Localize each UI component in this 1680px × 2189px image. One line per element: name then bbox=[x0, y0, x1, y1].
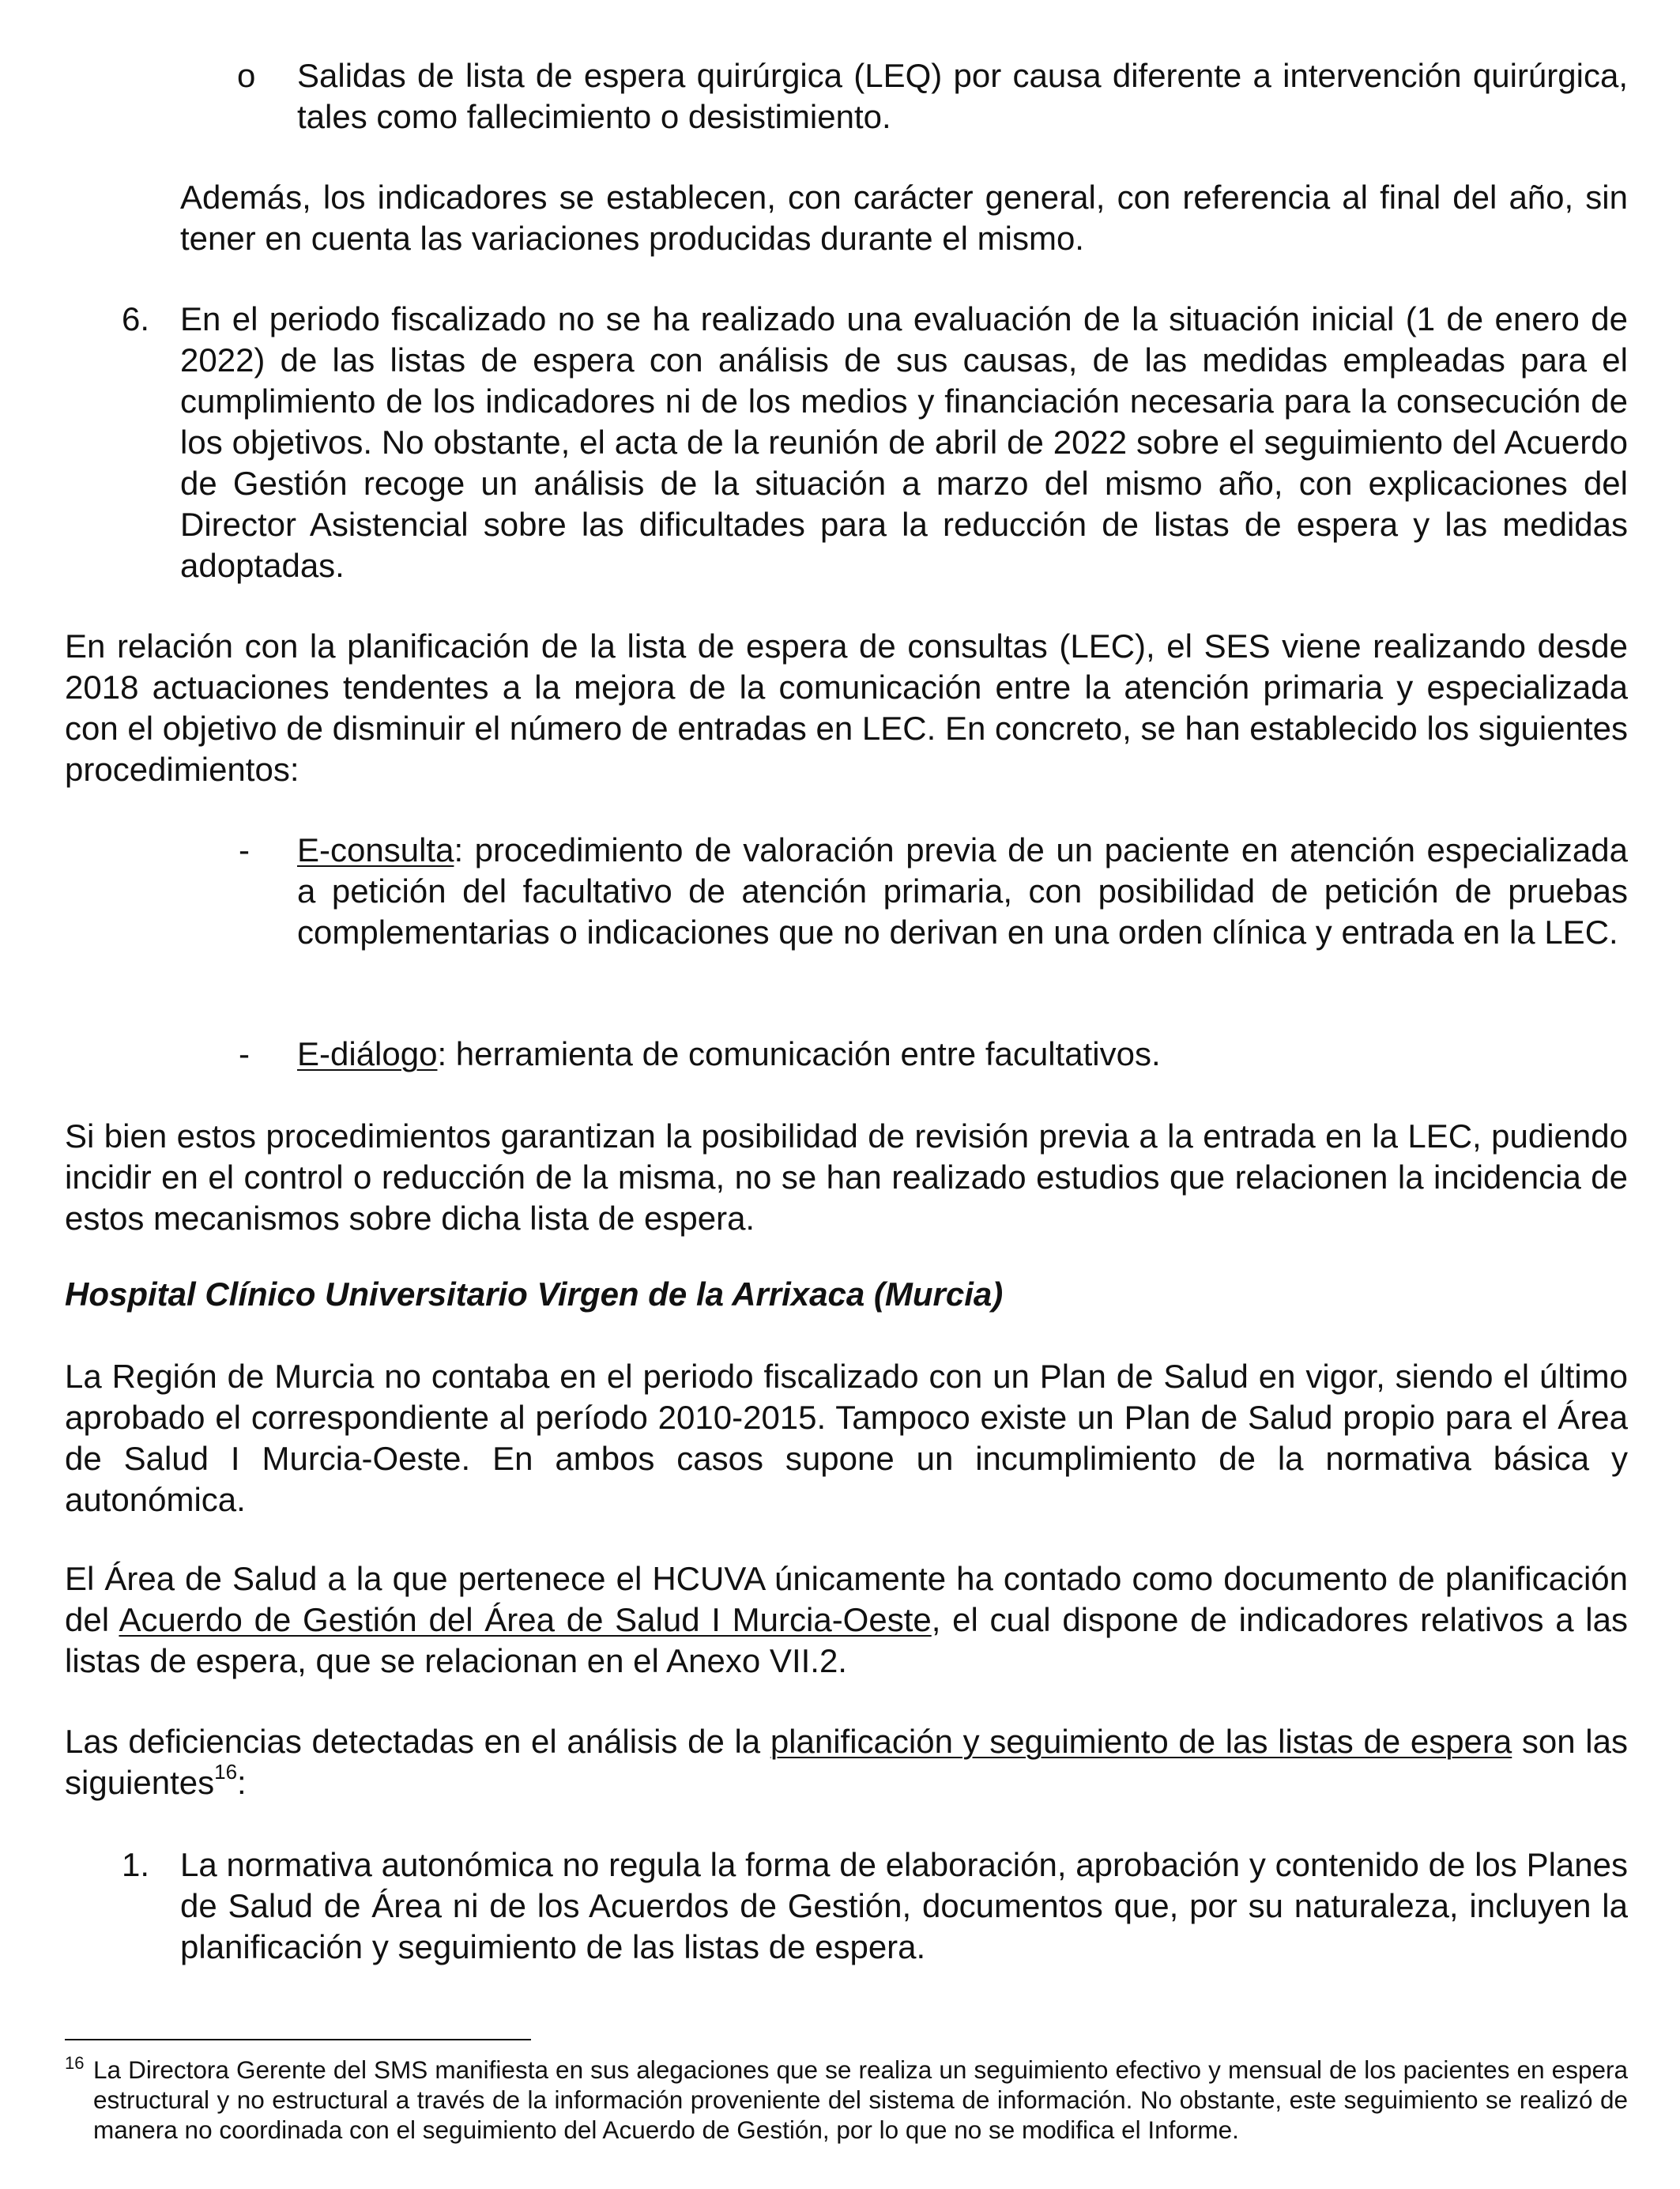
footnote-text: La Directora Gerente del SMS manifiesta en sus alegaciones que se realiza un seguimiento efectivo y mensual de los pacientes en espera estructural y no estructural a través de la información proveniente del sistema de información. No obstante, este seguimiento se realizó de manera no coordinada con el seguimiento del Acuerdo de Gestión, por lo que no se modifica el Informe. bbox=[93, 2055, 1628, 2144]
list-number-6: 6. bbox=[122, 300, 150, 337]
footnote-separator bbox=[65, 2039, 531, 2040]
paragraph-deficiencias bbox=[65, 1721, 1628, 1803]
link-planificacion-seguimiento: planificación y seguimiento de las listas de espera bbox=[770, 1723, 1512, 1760]
list-item-1-text: La normativa autonómica no regula la forma de elaboración, aprobación y contenido de los Planes de Salud de Área ni de los Acuerdos de Gestión, documentos que, por su naturaleza, incluyen la planificación y seguimiento de las listas de espera. bbox=[180, 1846, 1628, 1965]
paragraph-area-salud-text-1: El Área de Salud a la que pertenece el HCUVA únicamente ha contado como documento de planificación del bbox=[65, 1560, 1628, 1638]
footnote-number: 16 bbox=[65, 2053, 85, 2073]
section-heading-hcuva: Hospital Clínico Universitario Virgen de la Arrixaca (Murcia) bbox=[65, 1275, 1004, 1313]
paragraph-lec: En relación con la planificación de la lista de espera de consultas (LEC), el SES viene realizando desde 2018 actuaciones tendentes a la mejora de la comunicación entre la atención primaria y especializada con el objetivo de disminuir el número de entradas en LEC. En concreto, se han establecido los siguientes procedimientos: bbox=[65, 627, 1628, 788]
dash-marker-edialogo: - bbox=[239, 1035, 250, 1072]
list-number-1: 1. bbox=[122, 1846, 150, 1883]
sub-bullet-text: Salidas de lista de espera quirúrgica (LEQ) por causa diferente a intervención quirúrgica, tales como fallecimiento o desistimiento. bbox=[297, 57, 1628, 135]
term-econsulta: E-consulta bbox=[297, 831, 454, 868]
footnote-ref-16[interactable]: 16 bbox=[214, 1760, 238, 1784]
link-acuerdo-gestion: Acuerdo de Gestión del Área de Salud I Murcia-Oeste bbox=[119, 1601, 932, 1638]
paragraph-region-murcia: La Región de Murcia no contaba en el periodo fiscalizado con un Plan de Salud en vigor, siendo el último aprobado el correspondiente al período 2010-2015. Tampoco existe un Plan de Salud propio para el Área de Salud I Murcia-Oeste. En ambos casos supone un incumplimiento de la normativa básica y autonómica. bbox=[65, 1358, 1628, 1518]
term-edialogo: E-diálogo bbox=[297, 1035, 438, 1072]
paragraph-ademas: Además, los indicadores se establecen, con carácter general, con referencia al final del año, sin tener en cuenta las variaciones producidas durante el mismo. bbox=[180, 179, 1628, 257]
paragraph-area-salud bbox=[65, 1558, 1628, 1682]
paragraph-deficiencias-text-2: son las siguientes bbox=[65, 1723, 1628, 1801]
paragraph-deficiencias-colon: : bbox=[237, 1764, 247, 1801]
sub-bullet-marker: o bbox=[237, 57, 256, 94]
paragraph-si-bien: Si bien estos procedimientos garantizan la posibilidad de revisión previa a la entrada en la LEC, pudiendo incidir en el control o reducción de la misma, no se han realizado estudios que relacionen la incidencia de estos mecanismos sobre dicha lista de espera. bbox=[65, 1117, 1628, 1237]
dash-marker-econsulta: - bbox=[239, 831, 250, 868]
paragraph-area-salud-text-2: , el cual dispone de indicadores relativos a las listas de espera, que se relacionan en el Anexo VII.2. bbox=[65, 1601, 1628, 1679]
dash-item-edialogo-text: : herramienta de comunicación entre facultativos. bbox=[437, 1035, 1161, 1072]
paragraph-deficiencias-text-1: Las deficiencias detectadas en el análisis de la bbox=[65, 1723, 770, 1760]
dash-item-edialogo bbox=[297, 1034, 1628, 1075]
list-item-6-text: En el periodo fiscalizado no se ha realizado una evaluación de la situación inicial (1 de enero de 2022) de las listas de espera con análisis de sus causas, de las medidas empleadas para el cumplimiento de los indicadores ni de los medios y financiación necesaria para la consecución de los objetivos. No obstante, el acta de la reunión de abril de 2022 sobre el seguimiento del Acuerdo de Gestión recoge un análisis de la situación a marzo del mismo año, con explicaciones del Director Asistencial sobre las dificultades para la reducción de listas de espera y las medidas adoptadas. bbox=[180, 300, 1628, 584]
dash-item-econsulta bbox=[297, 830, 1628, 953]
dash-item-econsulta-text: : procedimiento de valoración previa de un paciente en atención especializada a petición del facultativo de atención primaria, con posibilidad de petición de pruebas complementarias o indicaciones que no derivan en una orden clínica y entrada en la LEC. bbox=[297, 831, 1628, 951]
